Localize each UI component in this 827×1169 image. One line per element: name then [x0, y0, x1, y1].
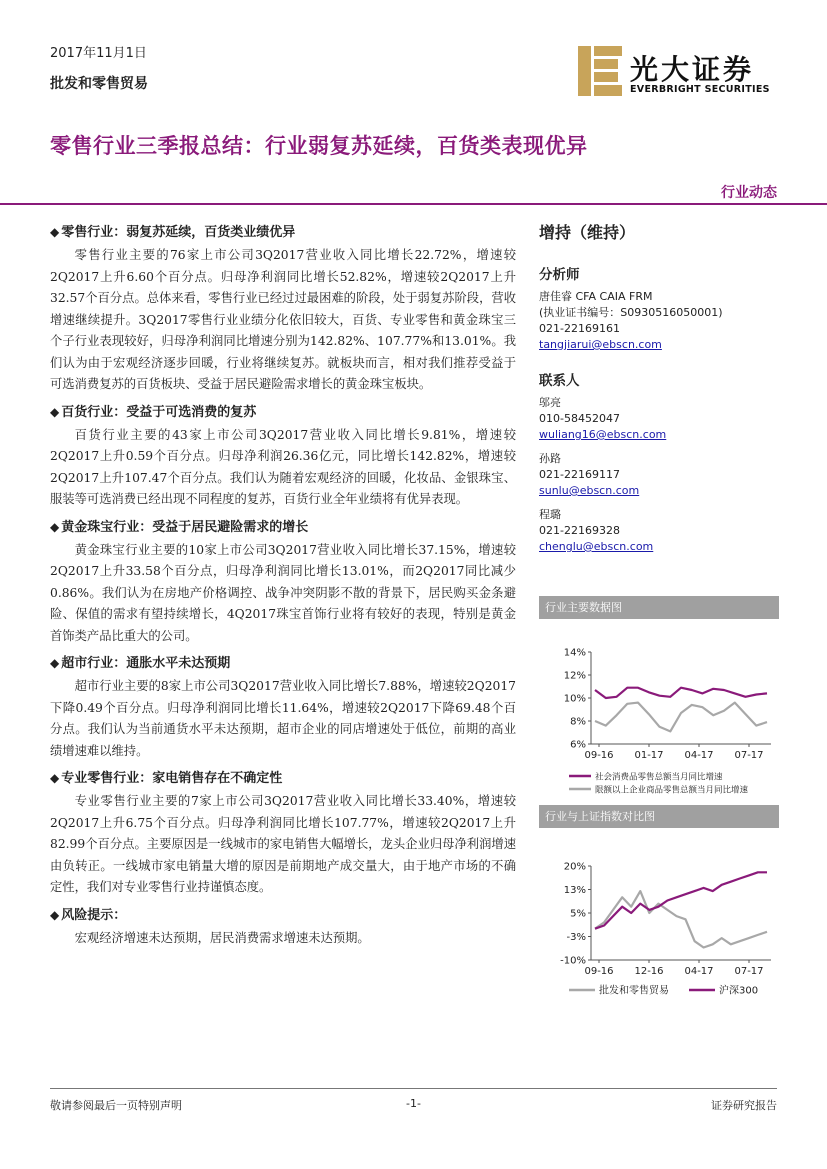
section-heading-text: 百货行业：受益于可选消费的复苏	[61, 404, 257, 420]
contact-email-link[interactable]: wuliang16@ebscn.com	[539, 428, 667, 441]
chart-title: 行业与上证指数对比图	[539, 805, 779, 828]
main-content	[50, 216, 516, 949]
rating: 增持（维持）	[539, 223, 636, 242]
y-tick-label: 6%	[570, 739, 586, 751]
diamond-icon: ◆	[50, 225, 60, 239]
y-tick-label: -10%	[560, 955, 586, 967]
industry-label: 批发和零售贸易	[50, 76, 148, 92]
section-heading	[50, 402, 516, 423]
chart-index-comparison	[539, 805, 779, 1004]
contact-name: 程璐	[539, 508, 561, 521]
diamond-icon: ◆	[50, 404, 60, 419]
legend-label: 沪深300	[719, 985, 759, 997]
chart-title: 行业主要数据图	[539, 596, 779, 619]
section-body: 百货行业主要的43家上市公司3Q2017营业收入同比增长9.81%，增速较2Q2017上升0.59个百分点。归母净利润26.36亿元，同比增长142.82%，增速较2Q2017上升107.47个百分点。我们认为随着宏观经济的回暖，化妆品、金银珠宝、服装等可选消费已经出现不同程度的复苏，百货行业全年业绩将有优异表现。	[50, 427, 516, 506]
series-line	[595, 688, 767, 698]
y-tick-label: 12%	[563, 670, 586, 682]
diamond-icon: ◆	[50, 519, 60, 534]
logo-mark-icon	[578, 46, 622, 96]
report-title: 零售行业三季报总结：行业弱复苏延续，百货类表现优异	[50, 134, 588, 158]
contact-item	[539, 451, 779, 499]
section-department-store	[50, 402, 516, 511]
chart-industry-data	[539, 596, 779, 803]
diamond-icon: ◆	[50, 656, 60, 670]
x-tick-label: 07-17	[734, 750, 764, 761]
legend-label: 限额以上企业商品零售总额当月同比增速	[595, 785, 749, 796]
contact-phone: 010-58452047	[539, 412, 620, 425]
section-supermarket	[50, 653, 516, 762]
contact-phone: 021-22169328	[539, 524, 620, 537]
series-line	[595, 703, 767, 732]
section-jewelry	[50, 517, 516, 648]
legend-label: 社会消费品零售总额当月同比增速	[595, 772, 723, 783]
chart-industry-data-svg	[539, 619, 779, 799]
report-date: 2017年11月1日	[50, 46, 147, 61]
page-number: -1-	[406, 1097, 421, 1110]
contact-name: 邬亮	[539, 396, 561, 409]
x-tick-label: 09-16	[584, 750, 614, 761]
contact-email-link[interactable]: chenglu@ebscn.com	[539, 540, 654, 553]
section-body: 专业零售行业主要的7家上市公司3Q2017营业收入同比增长33.40%，增速较2Q2017上升6.75个百分点。归母净利润同比增长107.77%，增速较2Q2017上升82.99个百分点。主要原因是一线城市的家电销售大幅增长，龙头企业归母净利润增速由负转正。一线城市家电销量大增的原因是前期地产成交量大，由于地产市场的不确定性，我们对专业零售行业持谨慎态度。	[50, 794, 516, 894]
section-retail	[50, 222, 516, 396]
section-heading	[50, 653, 516, 674]
y-tick-label: 5%	[570, 908, 586, 920]
section-heading	[50, 768, 516, 789]
x-tick-label: 12-16	[634, 966, 664, 977]
y-tick-label: -3%	[566, 932, 586, 943]
section-heading-text: 黄金珠宝行业：受益于居民避险需求的增长	[61, 519, 309, 535]
x-tick-label: 04-17	[684, 966, 714, 977]
diamond-icon: ◆	[50, 907, 60, 922]
section-body: 超市行业主要的8家上市公司3Q2017营业收入同比增长7.88%，增速较2Q2017下降0.49个百分点。归母净利润同比增长11.64%，增速较2Q2017下降69.48个百分点。我们认为当前通货水平未达预期，超市企业的同店增速处于低位，前期的高业绩增速难以维持。	[50, 679, 516, 758]
contact-name: 孙路	[539, 452, 561, 465]
section-body: 零售行业主要的76家上市公司3Q2017营业收入同比增长22.72%，增速较2Q2017上升6.60个百分点。归母净利润同比增长52.82%，增速较2Q2017上升32.57个百分点。总体来看，零售行业已经过过最困难的阶段，处于弱复苏阶段，营收增速继续提升。3Q2017零售行业业绩分化依旧较大，百货、专业零售和黄金珠宝三个子行业表现较好，归母净利润同比增速分别为142.82%、107.77%和13.01%。我们认为由于宏观经济逐步回暖，行业将继续复苏。就板块而言，相对我们推荐受益于可选消费复苏的百货板块、受益于居民避险需求增长的黄金珠宝板块。	[50, 248, 516, 391]
section-heading-text: 专业零售行业：家电销售存在不确定性	[61, 771, 283, 786]
contact-phone: 021-22169117	[539, 468, 620, 481]
contact-item	[539, 395, 779, 443]
section-heading	[50, 905, 516, 926]
section-body: 宏观经济增速未达预期，居民消费需求增速未达预期。	[74, 930, 370, 945]
footer-report-label: 证券研究报告	[711, 1099, 777, 1112]
y-tick-label: 8%	[570, 716, 586, 728]
analyst-email-link[interactable]: tangjiarui@ebscn.com	[539, 338, 662, 351]
x-tick-label: 01-17	[634, 750, 664, 761]
section-specialty-retail	[50, 768, 516, 899]
y-tick-label: 10%	[563, 693, 586, 705]
series-line	[595, 891, 767, 947]
contacts-heading: 联系人	[539, 373, 580, 389]
x-tick-label: 09-16	[584, 966, 614, 977]
section-heading-text: 零售行业：弱复苏延续，百货类业绩优异	[61, 225, 296, 240]
analyst-cert: (执业证书编号：S0930516050001)	[539, 306, 723, 319]
sidebar	[539, 220, 779, 555]
diamond-icon: ◆	[50, 771, 60, 785]
logo-chinese-name: 光大证券	[630, 53, 755, 86]
analyst-name: 唐佳睿 CFA CAIA FRM	[539, 290, 653, 303]
company-logo	[578, 46, 778, 98]
section-heading-text: 风险提示：	[61, 907, 127, 923]
y-tick-label: 20%	[563, 861, 586, 873]
y-tick-label: 14%	[563, 647, 586, 659]
section-heading-text: 超市行业：通胀水平未达预期	[61, 656, 231, 671]
analyst-heading: 分析师	[539, 267, 580, 283]
logo-english-name: EVERBRIGHT SECURITIES	[630, 84, 770, 95]
header-divider	[0, 203, 827, 205]
contact-item	[539, 507, 779, 555]
contact-email-link[interactable]: sunlu@ebscn.com	[539, 484, 640, 497]
x-tick-label: 04-17	[684, 750, 714, 761]
analyst-phone: 021-22169161	[539, 322, 620, 335]
section-risk	[50, 905, 516, 950]
section-body: 黄金珠宝行业主要的10家上市公司3Q2017营业收入同比增长37.15%，增速较2Q2017上升33.58个百分点，归母净利润同比增长13.01%，而2Q2017同比减少0.86%。我们认为在房地产价格调控、战争冲突阴影不散的背景下，居民购买金条避险、保值的需求有望持续增长，4Q2017珠宝首饰行业将有较好的表现，特别是黄金首饰类产品比重大的公司。	[50, 542, 516, 643]
section-heading	[50, 222, 516, 243]
report-type: 行业动态	[721, 185, 777, 201]
legend-label: 批发和零售贸易	[599, 985, 669, 997]
footer-disclaimer: 敬请参阅最后一页特别声明	[50, 1099, 182, 1112]
chart-index-comparison-svg	[539, 828, 779, 1000]
y-tick-label: 13%	[563, 885, 586, 896]
footer-divider	[50, 1088, 777, 1089]
x-tick-label: 07-17	[734, 966, 764, 977]
section-heading	[50, 517, 516, 538]
